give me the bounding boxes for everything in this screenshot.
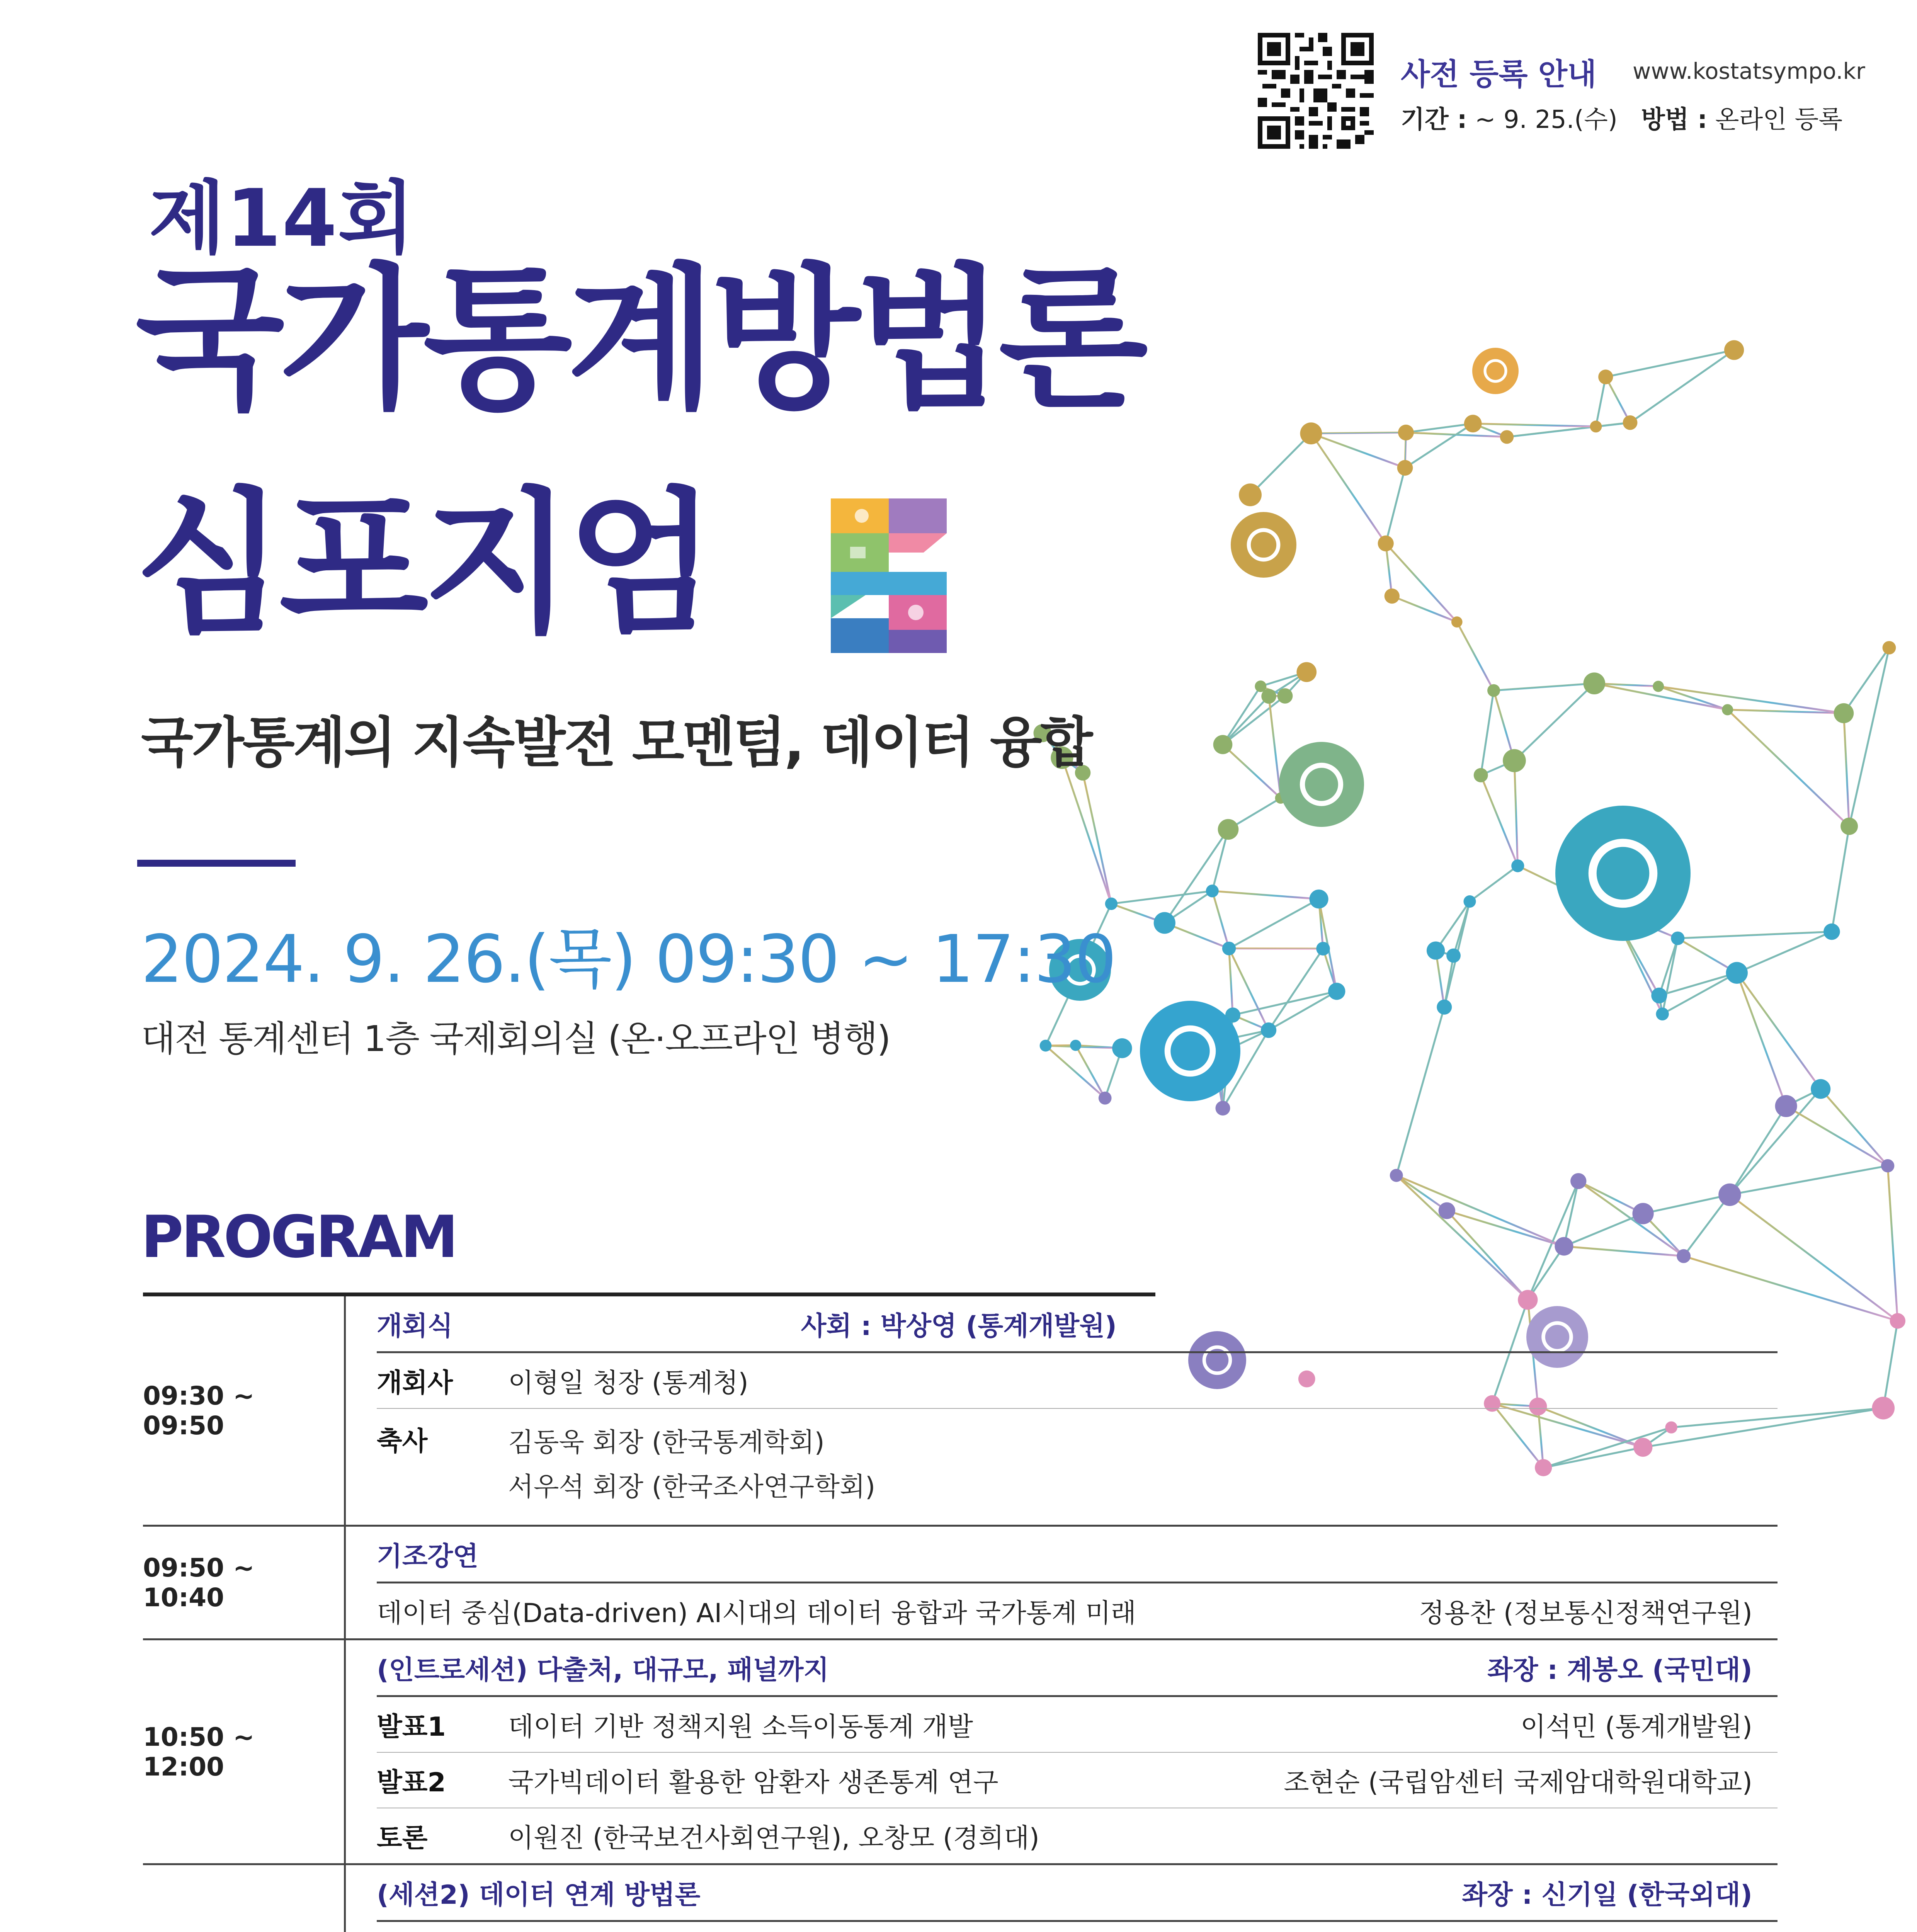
network-edge [1596,377,1606,427]
network-node [1463,895,1476,908]
network-node [1500,430,1514,444]
network-node [1722,704,1733,715]
network-node [1213,735,1233,754]
network-edge [1386,468,1405,544]
method-label: 방법 : [1641,105,1708,134]
network-node [1677,1249,1691,1263]
network-node [1206,884,1219,897]
event-date: 2024. 9. 26.(목) 09:30 ~ 17:30 [141,921,1116,998]
network-edge [1250,434,1311,495]
network-edge [1579,1181,1643,1214]
row-tag: 발표2 [377,1767,446,1798]
network-edge [1397,1175,1528,1300]
network-node [1378,536,1394,551]
row-speaker: 정용찬 (정보통신정책연구원) [1419,1598,1752,1629]
line-chart-icon [1231,512,1296,578]
network-node [1154,912,1175,934]
session-title: (세션2) 데이터 연계 방법론 [377,1879,701,1910]
row-topic: 서우석 회장 (한국조사연구학회) [508,1472,876,1502]
program-row [377,1353,1778,1409]
network-node [1310,889,1328,908]
network-edge [1786,1106,1888,1166]
network-edge [1507,427,1596,437]
network-node [1511,859,1524,872]
network-node [1651,988,1667,1003]
row-tag: 축사 [377,1426,428,1457]
network-node [1555,1237,1573,1255]
row-speaker: 이석민 (통계개발원) [1520,1711,1752,1742]
network-edge [1737,932,1832,973]
session-time: 09:30 ~ 09:50 [143,1296,346,1525]
network-edge [1662,973,1737,1014]
network-edge [1514,761,1518,866]
network-node [1823,923,1840,940]
network-edge [1849,648,1889,826]
network-node [1671,932,1684,945]
network-edge [1062,758,1111,904]
row-tag: 개회사 [377,1367,453,1398]
program-row [377,1922,1778,1932]
network-node [1503,749,1526,772]
network-edge [1269,696,1281,798]
network-node [1811,1079,1830,1099]
network-edge [1737,973,1821,1089]
network-node [1040,1040,1052,1052]
subtitle: 국가통계의 지속발전 모멘텀, 데이터 융합 [141,711,1092,774]
network-edge [1223,745,1281,798]
session-time [143,1865,346,1932]
session-moderator: 사회 : 박상영 (통계개발원) [801,1311,1117,1342]
row-tag [377,1931,508,1932]
row-topic: 국가빅데이터 활용한 암환자 생존통계 연구 [508,1767,998,1798]
session-header [377,1640,1778,1697]
network-node [1070,1040,1081,1051]
row-topic: 이형일 청장 (통계청) [508,1367,748,1398]
network-node [1222,942,1236,955]
network-node [1397,460,1413,476]
network-edge [1311,434,1386,544]
network-node [1584,672,1606,694]
network-edge [1494,684,1594,690]
network-edge [1212,891,1319,899]
network-edge [1883,1321,1898,1408]
network-edge [1832,826,1849,932]
network-node [1446,949,1461,963]
registration-title: 사전 등록 안내 [1401,57,1597,92]
network-node [1726,962,1748,984]
network-node [1881,1159,1894,1172]
network-node [1623,415,1638,430]
network-node [1277,688,1293,704]
pie-chart-icon [1555,806,1691,941]
network-edge [1844,713,1849,827]
network-edge [1564,1214,1643,1247]
network-node [1840,818,1858,835]
network-edge [1311,432,1406,433]
network-node [1653,681,1664,692]
program-session-intro [143,1640,1778,1865]
main-title-line1: 국가통계방법론 [135,250,1143,430]
session-time: 10:50 ~ 12:00 [143,1640,346,1863]
program-row [377,1697,1778,1753]
period-label: 기간 : [1401,105,1467,134]
edition-label: 제14회 [149,173,415,265]
network-node [1390,1169,1403,1182]
period-value: ~ 9. 25.(수) [1475,105,1618,134]
network-node [1437,1000,1452,1015]
program-heading: PROGRAM [141,1204,456,1271]
radar-chart-icon [1140,1001,1240,1101]
network-edge [1083,773,1111,904]
network-edge [1821,1089,1888,1166]
network-edge [1046,1046,1105,1098]
network-node [1427,941,1445,959]
network-node [1316,942,1330,955]
network-node [1261,1022,1276,1038]
network-edge [1046,1046,1122,1048]
network-node [1439,1202,1456,1219]
session-header [377,1527,1778,1583]
network-edge [1444,956,1454,1007]
network-edge [1076,1045,1105,1098]
qr-code[interactable] [1258,33,1374,149]
network-edge [1728,710,1849,827]
method-value: 온라인 등록 [1715,105,1843,134]
row-topic: 데이터 중심(Data-driven) AI시대의 데이터 융합과 국가통계 미래 [377,1598,1136,1629]
network-edge [1564,1181,1578,1247]
session-chair: 좌장 : 계봉오 (국민대) [1487,1655,1752,1685]
network-edge [1406,432,1507,437]
network-node [1385,588,1400,604]
network-edge [1405,423,1473,468]
network-node [1834,703,1854,723]
event-venue: 대전 통계센터 1층 국제회의실 (온·오프라인 병행) [141,1018,890,1060]
network-node [1464,415,1482,432]
row-topic [508,1931,1571,1932]
network-node [1255,680,1266,692]
title-divider [137,860,296,867]
network-node [1724,340,1744,360]
network-edge [1397,1175,1564,1247]
network-node [1718,1184,1741,1206]
network-node [1570,1173,1586,1189]
network-edge [1229,899,1319,949]
pie-chart-icon [1472,348,1519,394]
main-title-line2: 심포지엄 [135,474,711,654]
program-session-opening [143,1296,1778,1527]
network-edge [1730,1166,1888,1195]
network-node [1099,1092,1112,1105]
program-top-rule [143,1293,1155,1296]
network-node [1451,616,1463,628]
registration-url[interactable]: www.kostatsympo.kr [1633,58,1865,84]
network-node [1656,1008,1669,1020]
network-edge [1165,829,1228,923]
bar-chart-icon [1279,742,1364,827]
network-edge [1223,686,1260,745]
network-edge [1386,543,1457,622]
network-node [1890,1313,1905,1328]
network-edge [1470,866,1517,901]
program-session-keynote [143,1527,1778,1640]
row-tag: 발표1 [377,1711,446,1742]
network-edge [1397,1007,1444,1175]
network-node [1328,983,1345,1000]
row-tag: 토론 [377,1823,428,1854]
network-node [1632,1203,1653,1224]
network-edge [1564,1246,1684,1256]
program-session-2 [143,1865,1778,1932]
registration-info [1401,100,1842,135]
network-edge [1311,434,1405,468]
network-edge [1481,690,1493,775]
row-topic: 데이터 기반 정책지원 소득이동통계 개발 [508,1711,973,1742]
network-node [1300,422,1322,444]
program-row [377,1409,1778,1525]
session-title: (인트로세션) 다출처, 대규모, 패널까지 [377,1655,829,1685]
session-chair: 좌장 : 신기일 (한국외대) [1462,1879,1752,1910]
program-row [377,1583,1778,1638]
session-time: 09:50 ~ 10:40 [143,1527,346,1638]
session-title: 기조강연 [377,1541,478,1572]
network-edge [1212,891,1229,949]
network-node [1487,684,1500,697]
network-edge [1233,991,1337,1015]
network-edge [1888,1166,1898,1321]
network-edge [1269,949,1323,1030]
network-node [1598,369,1613,384]
network-node [1590,421,1602,433]
network-node [1398,425,1414,440]
network-node [1775,1095,1797,1117]
network-edge [1229,949,1233,1015]
network-edge [1223,696,1269,745]
network-edge [1392,596,1457,622]
network-node [1218,819,1239,840]
row-topic: 김동욱 회장 (한국통계학회) [508,1427,825,1458]
network-edge [1678,932,1832,938]
session-title: 개회식 [377,1311,453,1342]
row-topic: 이원진 (한국보건사회연구원), 오창모 (경희대) [508,1823,1039,1854]
network-node [1296,662,1317,682]
network-node [1239,483,1262,506]
symposium-s-logo-icon [819,491,958,661]
session-header [377,1296,1778,1353]
network-node [1112,1038,1132,1058]
session-header [377,1865,1778,1922]
network-node [1872,1397,1895,1420]
network-edge [1447,1211,1527,1300]
network-edge [1269,991,1337,1030]
program-row [377,1753,1778,1808]
network-node [1883,641,1896,655]
network-edge [1457,622,1493,690]
program-row [377,1808,1778,1863]
network-edge [1606,377,1630,423]
network-edge [1514,684,1594,761]
row-speaker: 조현순 (국립암센터 국제암대학원대학교) [1284,1767,1752,1798]
network-node [1474,768,1488,782]
row-speaker [1571,1931,1778,1932]
network-edge [1730,1106,1786,1194]
network-edge [1473,423,1596,427]
network-edge [1481,775,1518,866]
program-table [143,1293,1778,1932]
network-edge [1223,696,1285,745]
network-edge [1737,973,1786,1106]
network-edge [1658,686,1844,713]
network-node [1215,1101,1230,1116]
